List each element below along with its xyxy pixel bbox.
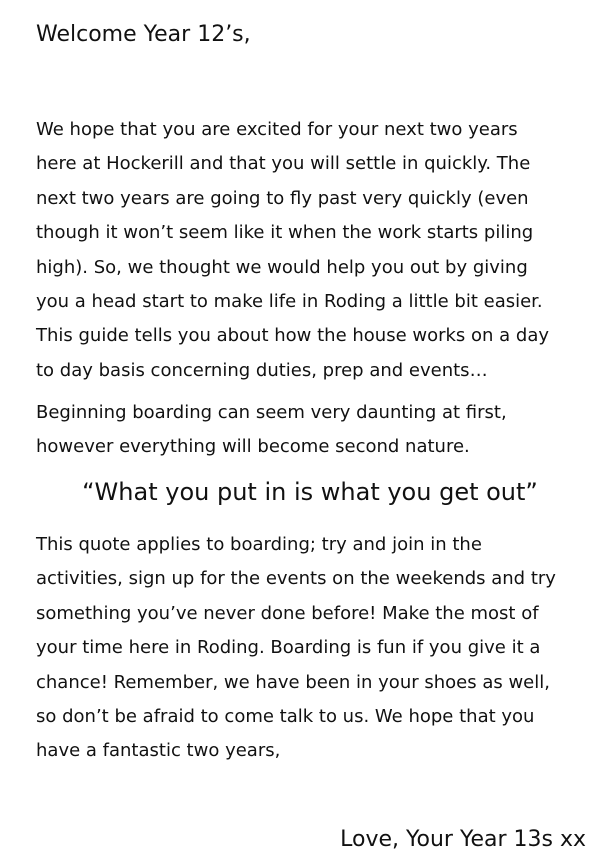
greeting-heading: Welcome Year 12’s, — [36, 22, 251, 47]
intro-paragraph — [36, 113, 586, 388]
boarding-paragraph — [36, 396, 586, 464]
advice-paragraph — [36, 528, 586, 769]
paragraph-line: to day basis concerning duties, prep and events… — [36, 359, 488, 381]
paragraph-line: activities, sign up for the events on the weekends and try — [36, 568, 556, 590]
paragraph-line: you a head start to make life in Roding a little bit easier. — [36, 291, 543, 313]
paragraph-line: This guide tells you about how the house works on a day — [36, 325, 550, 347]
paragraph-line: your time here in Roding. Boarding is fun if you give it a — [36, 637, 541, 659]
paragraph-line: high). So, we thought we would help you out by giving — [36, 256, 528, 278]
paragraph-line: next two years are going to fly past very quickly (even — [36, 187, 529, 209]
pull-quote: “What you put in is what you get out” — [82, 478, 538, 506]
paragraph-line: here at Hockerill and that you will settle in quickly. The — [36, 153, 531, 175]
paragraph-line: however everything will become second nature. — [36, 436, 470, 457]
paragraph-line: have a fantastic two years, — [36, 740, 281, 762]
signoff: Love, Your Year 13s xx — [340, 827, 586, 852]
paragraph-line: This quote applies to boarding; try and join in the — [36, 534, 482, 555]
paragraph-line: something you’ve never done before! Make the most of — [36, 602, 539, 624]
paragraph-line: so don’t be afraid to come talk to us. We hope that you — [36, 706, 535, 728]
paragraph-line: though it won’t seem like it when the work starts piling — [36, 222, 534, 244]
paragraph-line: Beginning boarding can seem very daunting at first, — [36, 402, 507, 423]
paragraph-line: chance! Remember, we have been in your shoes as well, — [36, 671, 550, 693]
paragraph-line: We hope that you are excited for your next two years — [36, 119, 518, 140]
